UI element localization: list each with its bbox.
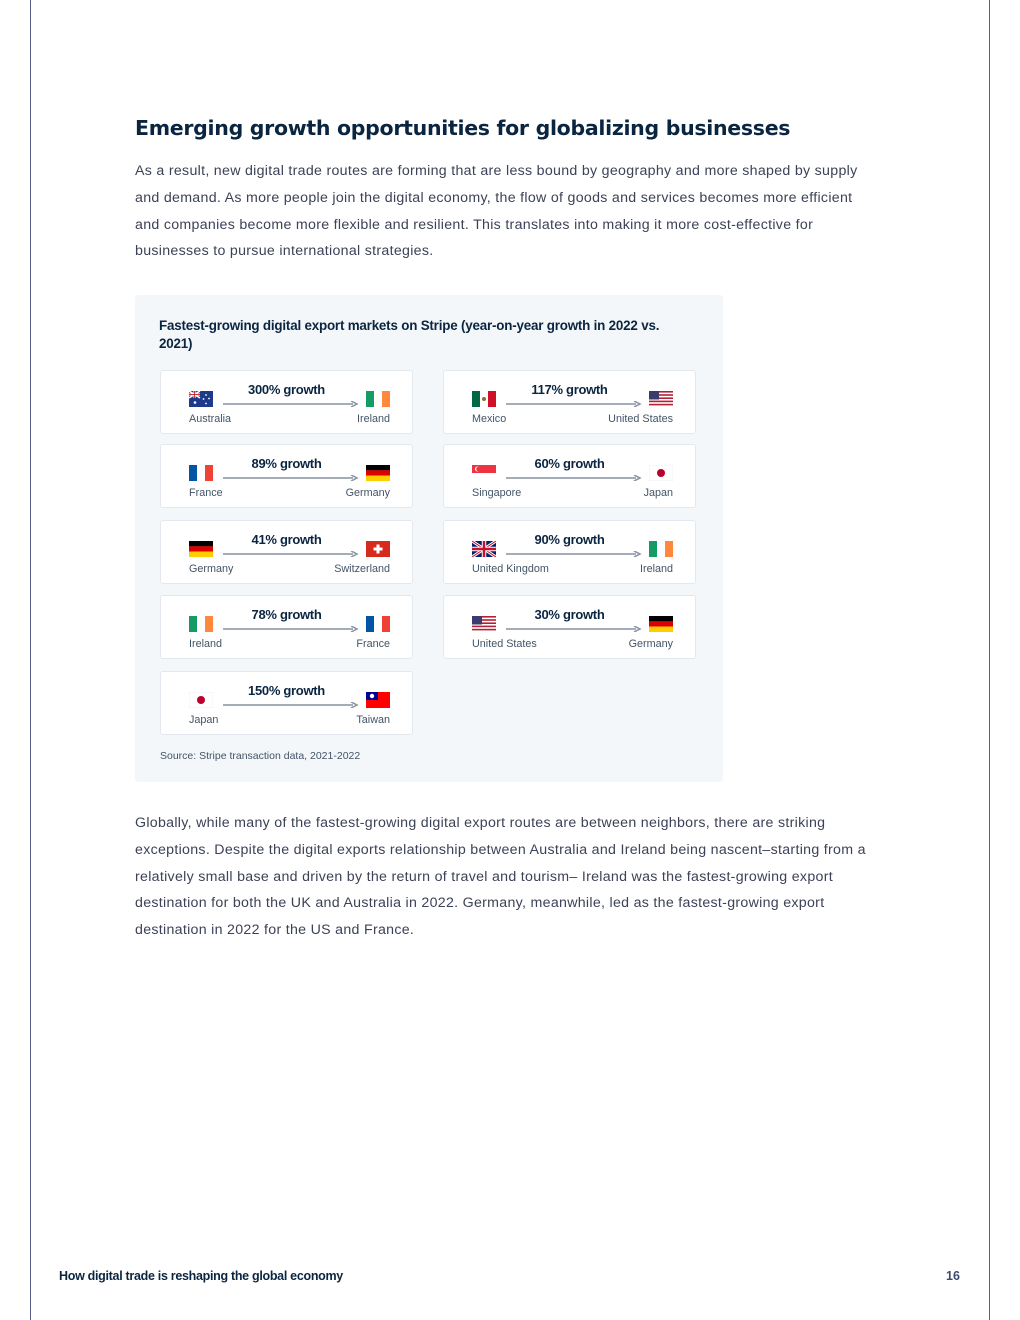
route-card — [160, 520, 413, 584]
destination-country: Taiwan — [356, 714, 390, 726]
origin-country: France — [189, 487, 223, 499]
destination-country: Germany — [345, 487, 390, 499]
route-card — [443, 520, 696, 584]
growth-label: 89% growth — [251, 456, 322, 471]
arrow-icon — [223, 551, 359, 557]
origin-country: Singapore — [472, 487, 522, 499]
taiwan-flag-icon — [366, 692, 390, 708]
destination-country: Ireland — [639, 563, 673, 575]
arrow-icon — [506, 626, 642, 632]
ireland-flag-icon — [649, 541, 673, 557]
switzerland-flag-icon — [366, 541, 390, 557]
section-title: Emerging growth opportunities for globalizing businesses — [135, 116, 791, 140]
body-paragraph: Globally, while many of the fastest-growing digital export routes are between neighbors, there are striking exceptions. Despite the digital exports relationship between Australia and Ireland being nascent–starting from a relatively small base and driven by the return of travel and tourism– Ireland was the fastest-growing export destination for both the UK and Australia in 2022. Germany, meanwhile, led as the fastest-growing export destination in 2022 for the US and France. — [135, 815, 866, 939]
export-markets-figure — [135, 295, 723, 782]
footer-title: How digital trade is reshaping the global economy — [59, 1269, 343, 1283]
route-card — [443, 444, 696, 508]
arrow-icon — [223, 401, 359, 407]
origin-country: United States — [472, 638, 537, 650]
growth-label: 41% growth — [251, 532, 322, 547]
arrow-icon — [506, 551, 642, 557]
intro-paragraph: As a result, new digital trade routes are forming that are less bound by geography and more shaped by supply and demand. As more people join the digital economy, the flow of goods and services becomes more efficient and companies become more flexible and resilient. This translates into making it more cost-effective for businesses to pursue international strategies. — [135, 163, 858, 260]
origin-country: Ireland — [189, 638, 223, 650]
growth-label: 300% growth — [248, 382, 325, 397]
route-card — [443, 370, 696, 434]
origin-country: Germany — [189, 563, 234, 575]
united-states-flag-icon — [649, 391, 673, 407]
arrow-icon — [223, 475, 359, 481]
growth-label: 150% growth — [248, 683, 325, 698]
destination-country: Switzerland — [334, 563, 390, 575]
japan-flag-icon — [649, 465, 673, 481]
france-flag-icon — [366, 616, 390, 632]
route-card — [160, 444, 413, 508]
arrow-icon — [506, 475, 642, 481]
route-card — [160, 595, 413, 659]
destination-country: France — [356, 638, 390, 650]
germany-flag-icon — [366, 465, 390, 481]
figure-title: Fastest-growing digital export markets on Stripe (year-on-year growth in 2022 vs. 2021) — [159, 318, 660, 351]
arrow-icon — [223, 702, 359, 708]
route-card — [443, 595, 696, 659]
growth-label: 30% growth — [534, 607, 605, 622]
origin-country: United Kingdom — [472, 563, 549, 575]
figure-source: Source: Stripe transaction data, 2021-2022 — [160, 750, 361, 762]
destination-country: Ireland — [356, 413, 390, 425]
origin-country: Mexico — [472, 413, 507, 425]
growth-label: 90% growth — [534, 532, 605, 547]
arrow-icon — [223, 626, 359, 632]
route-card — [160, 370, 413, 434]
growth-label: 117% growth — [531, 382, 608, 397]
route-card — [160, 671, 413, 735]
destination-country: Germany — [628, 638, 673, 650]
germany-flag-icon — [649, 616, 673, 632]
growth-label: 60% growth — [534, 456, 605, 471]
origin-country: Japan — [189, 714, 219, 726]
arrow-icon — [506, 401, 642, 407]
origin-country: Australia — [189, 413, 232, 425]
destination-country: United States — [608, 413, 673, 425]
ireland-flag-icon — [366, 391, 390, 407]
page-number: 16 — [946, 1269, 960, 1283]
destination-country: Japan — [643, 487, 673, 499]
growth-label: 78% growth — [251, 607, 322, 622]
